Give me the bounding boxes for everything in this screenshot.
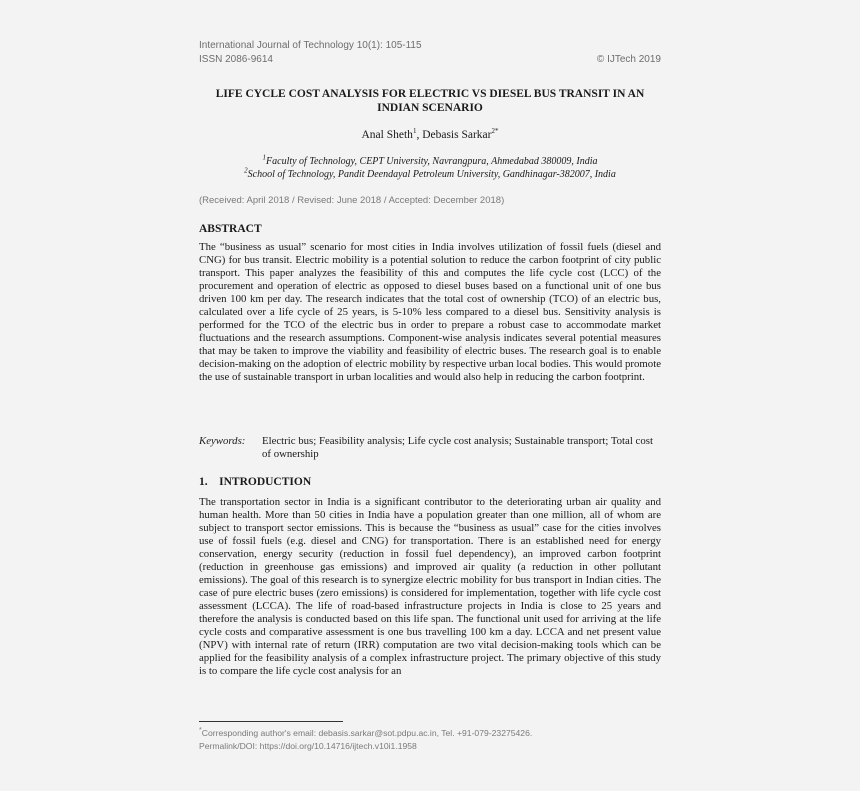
- affiliation-2-mark: 2: [244, 166, 248, 175]
- author-1-affil-mark: 1: [412, 127, 417, 136]
- issn-line: [199, 54, 661, 65]
- footnote-rule: [199, 721, 343, 722]
- author-separator: ,: [416, 129, 423, 141]
- paper-title: LIFE CYCLE COST ANALYSIS FOR ELECTRIC VS DIESEL BUS TRANSIT IN AN INDIAN SCENARIO: [215, 88, 645, 114]
- corresponding-text: Corresponding author's email: debasis.sarkar@sot.pdpu.ac.in, Tel. +91-079-23275426.: [201, 728, 533, 738]
- keywords-label: Keywords:: [199, 435, 246, 447]
- introduction-text: The transportation sector in India is a significant contributor to the deteriorating urban air quality and human health. More than 50 cities in India have a population greater than one million, all of whom are subject to transport sector emissions. This is because the “business as usual” case for the cities involves use of fossil fuels (e.g. diesel and CNG) for transportation. There is an established need for energy conservation, energy security (reduction in fossil fuel dependency), an improved carbon footprint (reduction in greenhouse gas emissions) and improved air quality (a reduction in other pollutant emissions). The goal of this research is to synergize electric mobility for bus transport in Indian cities. The case of pure electric buses (zero emissions) is considered for implementation, together with life cycle cost assessment (LCCA). The life of road-based infrastructure projects in India is close to 25 years and therefore the analysis is conducted based on this life span. The functional unit used for arriving at the life cycle costs and comparative assessment is one bus travelling 100 km a day. LCCA and net present value (NPV) with internal rate of return (IRR) computation are two vital decision-making tools which can be applied for the feasibility analysis of a complex infrastructure project. The primary objective of this study is to compare the life cycle cost analysis for an: [199, 496, 661, 677]
- author-1: Anal Sheth: [361, 129, 413, 141]
- corresponding-mark: *: [199, 727, 202, 735]
- affiliation-1-mark: 1: [262, 153, 267, 162]
- affiliation-2-text: School of Technology, Pandit Deendayal Petroleum University, Gandhinagar-382007, India: [247, 169, 616, 180]
- journal-citation: [199, 40, 661, 51]
- affiliation-1: [199, 153, 661, 167]
- journal-name: International Journal of Technology 10(1): 105-115: [199, 40, 422, 51]
- corresponding-footnote: [199, 728, 532, 738]
- authors: [199, 129, 661, 141]
- keywords-text: Electric bus; Feasibility analysis; Life cycle cost analysis; Sustainable transport; Total cost of ownership: [262, 435, 653, 460]
- introduction-heading: 1. INTRODUCTION: [199, 476, 312, 488]
- abstract-heading: ABSTRACT: [199, 223, 262, 235]
- copyright: © IJTech 2019: [596, 54, 661, 65]
- author-2: Debasis Sarkar: [422, 129, 492, 141]
- author-2-affil-mark: 2*: [491, 127, 499, 136]
- received-dates: (Received: April 2018 / Revised: June 2018 / Accepted: December 2018): [199, 195, 505, 206]
- affiliation-1-text: Faculty of Technology, CEPT University, Navrangpura, Ahmedabad 380009, India: [266, 156, 598, 167]
- issn: ISSN 2086-9614: [199, 54, 273, 65]
- affiliation-2: [199, 166, 661, 180]
- doi-footnote: Permalink/DOI: https://doi.org/10.14716/ijtech.v10i1.1958: [199, 741, 417, 751]
- abstract-text: The “business as usual” scenario for most cities in India involves utilization of fossil fuels (diesel and CNG) for bus transit. Electric mobility is a potential solution to reduce the carbon footprint of city public transport. This paper analyzes the feasibility of this and computes the life cycle cost (LCC) of the procurement and operation of electric as opposed to diesel buses based on a functional unit of one bus driven 100 km per day. The research indicates that the total cost of ownership (TCO) of an electric bus, calculated over a life cycle of 25 years, is 5-10% less compared to a diesel bus. Sensitivity analysis is performed for the TCO of the electric bus in order to prepare a robust case to accommodate market fluctuations and the research assumptions. Component-wise analysis indicates several potential measures that may be taken to improve the viability and feasibility of electric buses. The research goal is to enable decision-making on the adoption of electric mobility by respective urban local bodies. This would promote the use of sustainable transport in urban localities and would also help in reducing the carbon footprint.: [199, 241, 661, 383]
